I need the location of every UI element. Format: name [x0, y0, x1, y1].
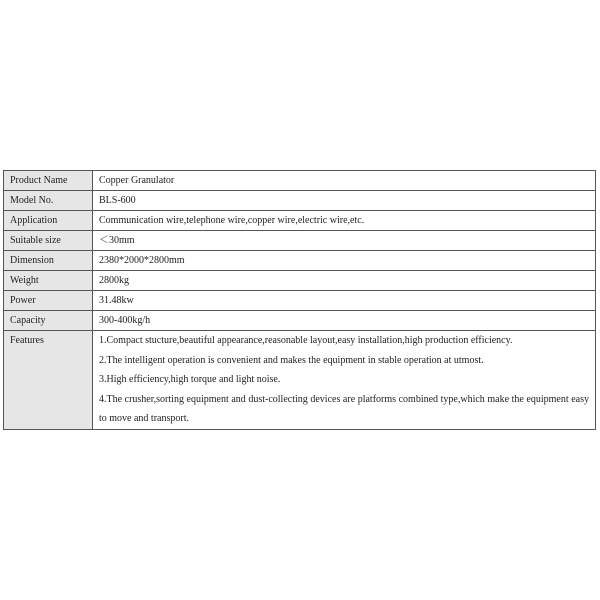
feature-item: 3.High efficiency,high torque and light noise.	[99, 374, 281, 385]
table-row	[4, 271, 596, 291]
table-row	[4, 191, 596, 211]
feature-item: 1.Compact stucture,beautiful appearance,reasonable layout,easy installation,high production efficiency.	[99, 335, 513, 346]
row-label: Product Name	[4, 171, 93, 191]
table-row	[4, 291, 596, 311]
row-value: 31.48kw	[93, 291, 596, 311]
spec-table	[3, 170, 596, 430]
table-row	[4, 251, 596, 271]
row-value: Copper Granulator	[93, 171, 596, 191]
features-label: Features	[4, 331, 93, 430]
row-label: Suitable size	[4, 231, 93, 251]
table-row	[4, 231, 596, 251]
table-row	[4, 311, 596, 331]
row-label: Model No.	[4, 191, 93, 211]
row-value: Communication wire,telephone wire,copper wire,electric wire,etc.	[93, 211, 596, 231]
row-label: Application	[4, 211, 93, 231]
row-value: ＜30mm	[93, 231, 596, 251]
feature-item: 2.The intelligent operation is convenient and makes the equipment in stable operation at utmost.	[99, 354, 484, 366]
row-label: Dimension	[4, 251, 93, 271]
features-row	[4, 331, 596, 430]
row-value: 300-400kg/h	[93, 311, 596, 331]
features-list	[93, 331, 596, 430]
row-value: 2800kg	[93, 271, 596, 291]
row-value: BLS-600	[93, 191, 596, 211]
row-label: Weight	[4, 271, 93, 291]
row-label: Power	[4, 291, 93, 311]
feature-item: 4.The crusher,sorting equipment and dust-collecting devices are platforms combined type,which make the equipment easy to move and transport.	[99, 393, 589, 424]
table-row	[4, 171, 596, 191]
row-label: Capacity	[4, 311, 93, 331]
row-value: 2380*2000*2800mm	[93, 251, 596, 271]
table-row	[4, 211, 596, 231]
